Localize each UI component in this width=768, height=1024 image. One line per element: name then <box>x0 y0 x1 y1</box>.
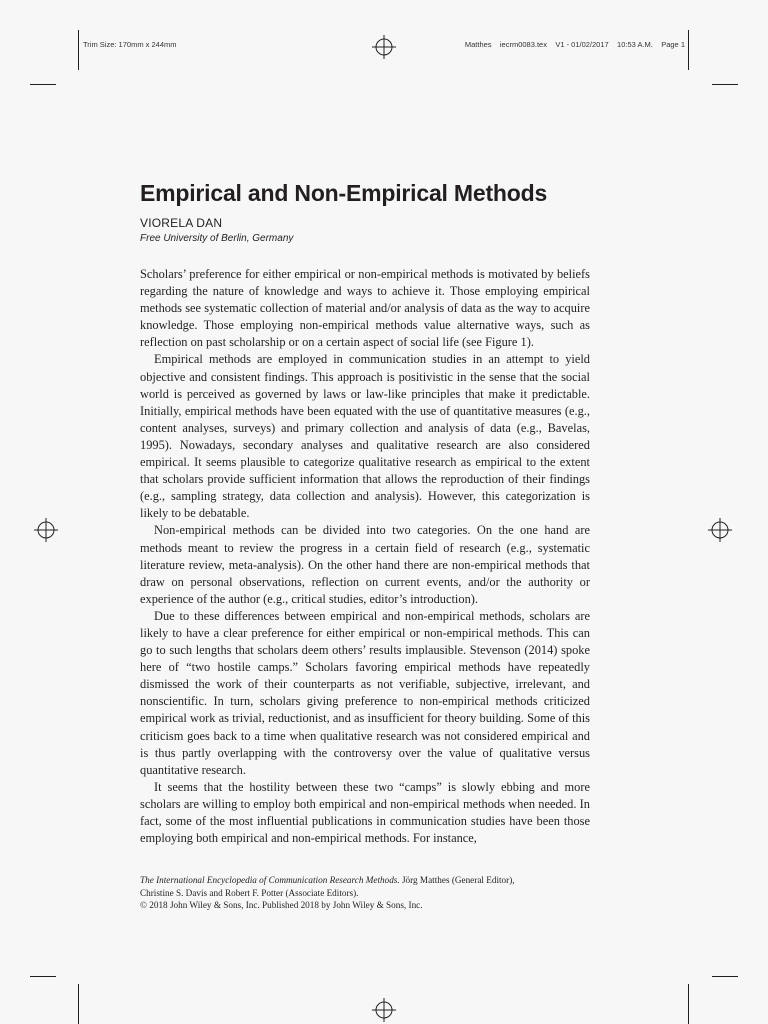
editors-line-1: Jörg Matthes (General Editor), <box>399 875 515 885</box>
crop-mark-top-left-v <box>78 30 79 70</box>
crop-mark-top-right-v <box>688 30 689 70</box>
paragraph: Non-empirical methods can be divided into two categories. On the one hand are methods meant to review the progress in a certain field of research (e.g., systematic literature review, meta-analysis). On the other hand there are non-empirical methods that draw on personal observations, reflection on current events, and/or the authority or experience of the author (e.g., critical studies, editor’s introduction). <box>140 523 590 606</box>
crop-mark-bottom-left-v <box>78 984 79 1024</box>
author-affiliation: Free University of Berlin, Germany <box>140 233 294 244</box>
registration-mark-bottom-icon <box>372 998 396 1022</box>
article-title: Empirical and Non-Empirical Methods <box>140 180 548 206</box>
crop-mark-top-left-h <box>30 84 56 85</box>
article-body <box>140 266 590 847</box>
crop-mark-bottom-left-h <box>30 976 56 977</box>
copyright-line: © 2018 John Wiley & Sons, Inc. Published 2018 by John Wiley & Sons, Inc. <box>140 900 423 911</box>
paragraph: It seems that the hostility between these two “camps” is slowly ebbing and more scholars are willing to employ both empirical and non-empirical methods when needed. In fact, some of the most influential publications in communication studies have been those employing both empirical and non-empirical methods. For instance, <box>140 779 590 846</box>
crop-mark-bottom-right-h <box>712 976 738 977</box>
paragraph: Due to these differences between empirical and non-empirical methods, scholars are likely to have a clear preference for either empirical or non-empirical methods. This can go to such lengths that scholars deem others’ results implausible. Stevenson (2014) spoke here of “two hostile camps.” Scholars favoring empirical methods have repeatedly dismissed the work of their counterparts as not verifiable, subjective, irrelevant, and nonscientific. In turn, scholars giving preference to non-empirical methods criticized empirical work as trivial, reductionist, and as insufficient for theory building. Some of this criticism goes back to a time when qualitative research was not considered empirical and is thus partly overlapping with the controversy over the value of qualitative versus quantitative research. <box>140 608 590 777</box>
editors-line-2: Christine S. Davis and Robert F. Potter (Associate Editors). <box>140 887 359 898</box>
registration-mark-left-icon <box>34 518 58 542</box>
file-info-label: Matthes iecrm0083.tex V1 - 01/02/2017 10:53 A.M. Page 1 <box>464 40 685 49</box>
paragraph: Empirical methods are employed in communication studies in an attempt to yield objective and consistent findings. This approach is positivistic in the sense that the social world is perceived as governed by laws or law-like principles that make it predictable. Initially, empirical methods have been equated with the use of quantitative measures (e.g., content analyses, surveys) and primary collection and analysis of data (e.g., Bavelas, 1995). Nowadays, secondary analyses and qualitative research are also considered empirical. It seems plausible to categorize qualitative research as empirical to the extent that scholars provide sufficient information that allows the reproduction of their findings (e.g., sampling strategy, data collection and analysis). However, this categorization is likely to be debatable. <box>140 352 590 521</box>
crop-mark-bottom-right-v <box>688 984 689 1024</box>
author-name: VIORELA DAN <box>140 216 223 230</box>
registration-mark-top-icon <box>372 35 396 59</box>
book-title: The International Encyclopedia of Communication Research Methods. <box>140 875 400 885</box>
publication-footnote <box>140 874 600 912</box>
registration-mark-right-icon <box>708 518 732 542</box>
crop-mark-top-right-h <box>712 84 738 85</box>
trim-size-label: Trim Size: 170mm x 244mm <box>83 40 177 49</box>
paragraph: Scholars’ preference for either empirical or non-empirical methods is motivated by beliefs regarding the nature of knowledge and ways to achieve it. Those employing empirical methods see systematic collection of material and/or analysis of data as the way to acquire knowledge. Those employing non-empirical methods value alternative ways, such as reflection on past scholarship or on a certain aspect of social life (see Figure 1). <box>140 267 590 350</box>
